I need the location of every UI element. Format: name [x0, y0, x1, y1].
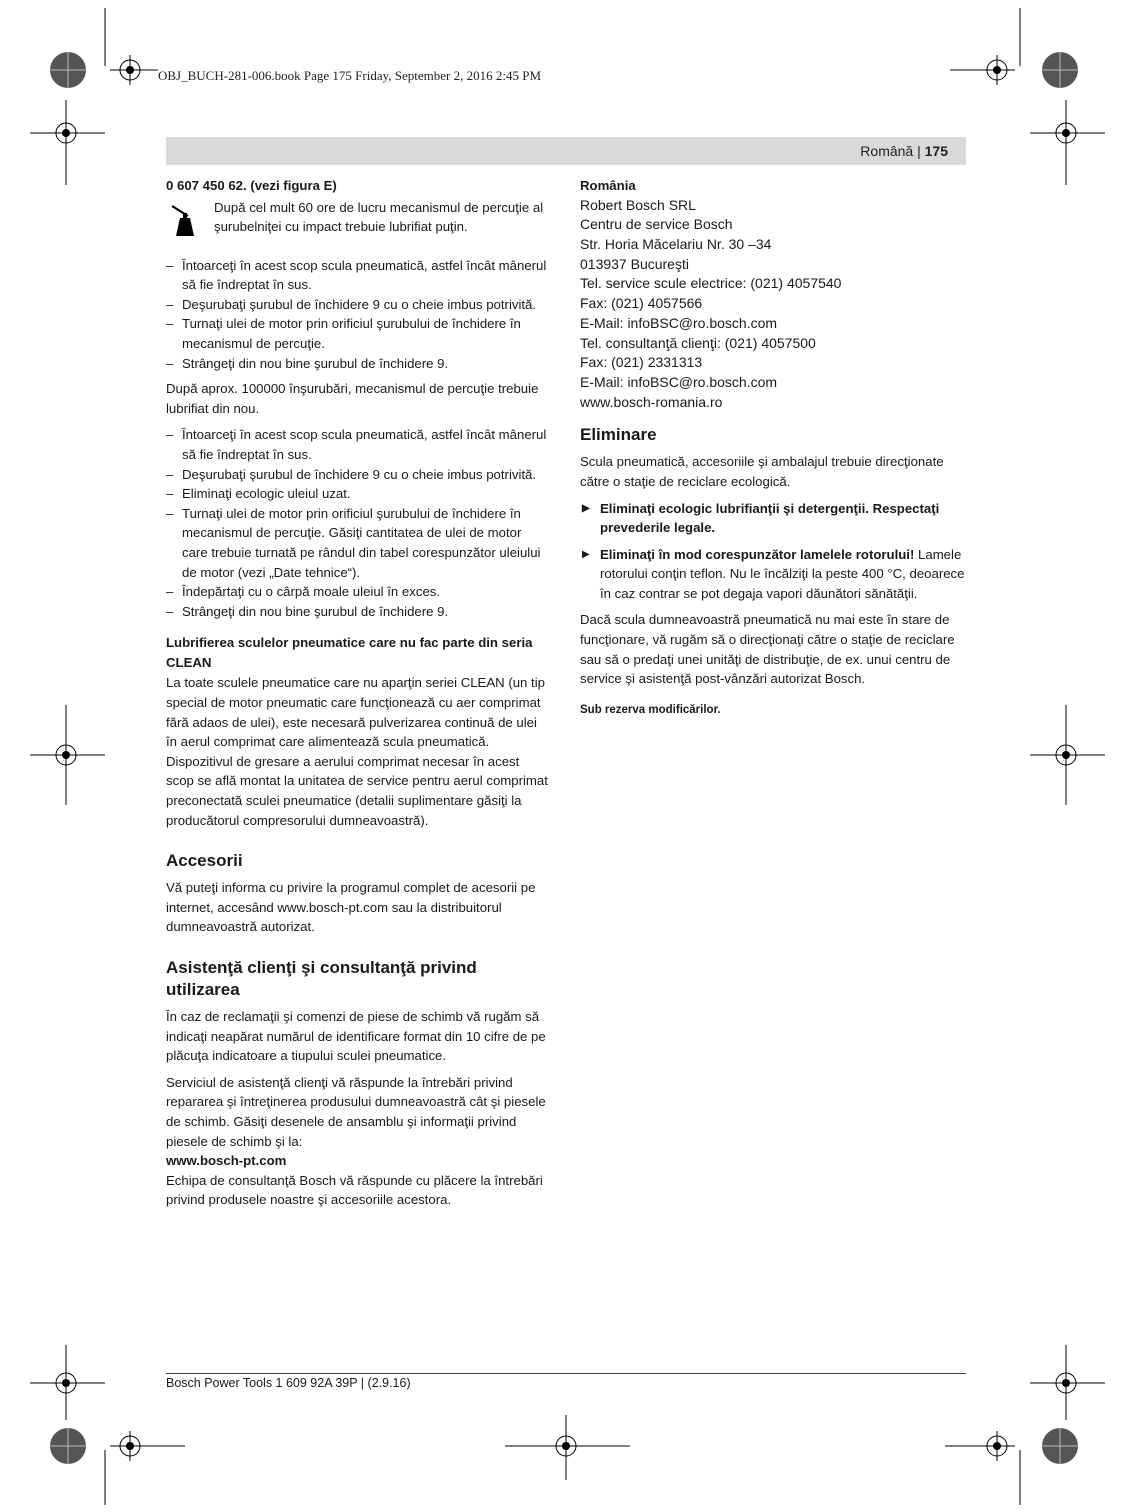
contact-line: Robert Bosch SRL	[580, 196, 696, 213]
footer-rule	[166, 1373, 966, 1374]
list-item: – Strângeţi din nou bine şurubul de închidere 9.	[166, 602, 550, 622]
warning-2-bold: Eliminaţi în mod corespunzător lamelele rotorului!	[600, 546, 915, 562]
contact-line: Str. Horia Măcelariu Nr. 30 –34	[580, 236, 772, 252]
paragraph: După aprox. 100000 înşurubări, mecanismul de percuţie trebuie lubrifiat din nou.	[166, 381, 539, 416]
page-number: 175	[924, 143, 948, 159]
right-column	[580, 176, 968, 720]
list-item: – Eliminaţi ecologic uleiul uzat.	[166, 484, 550, 504]
warning-2	[580, 545, 968, 604]
print-slug: OBJ_BUCH-281-006.book Page 175 Friday, September 2, 2016 2:45 PM	[158, 68, 542, 83]
contact-line: Fax: (021) 4057566	[580, 295, 703, 312]
warning-2-text: Lamele rotorului conţin teflon. Nu le încălziţi la peste 400 °C, deoarece în caz contrar se pot degaja vapori dăunători sănătăţii.	[600, 546, 965, 601]
contact-line: E-Mail: infoBSC@ro.bosch.com	[580, 314, 778, 331]
list-item: – Deşurubaţi şurubul de închidere 9 cu o cheie imbus potrivită.	[166, 295, 550, 315]
header-bar	[166, 137, 966, 165]
page-header: Română | 175	[860, 143, 948, 159]
contact-line: Tel. consultanţă clienţi: (021) 4057500	[580, 334, 816, 351]
header-language: Română	[860, 143, 914, 159]
lubrication-note	[166, 198, 550, 238]
assistance-title: Asistenţă clienţi şi consultanţă privind utilizarea	[166, 958, 477, 999]
list-item: – Îndepărtaţi cu o cârpă moale uleiul în exces.	[166, 582, 550, 602]
bosch-url: www.bosch-pt.com	[166, 1153, 287, 1169]
contact-line: Tel. service scule electrice: (021) 4057540	[580, 275, 842, 292]
paragraph: Serviciul de asistenţă clienţi vă răspunde la întrebări privind repararea şi întreţinerea produsului dumneavoastră cât şi piesele de schimb. Găsiţi desenele de ansamblu şi informaţii privind piesele de schimb şi la:	[166, 1074, 546, 1149]
accessories-title: Accesorii	[166, 851, 243, 871]
footer: Bosch Power Tools 1 609 92A 39P | (2.9.16)	[166, 1376, 411, 1390]
contact-line: Centru de service Bosch	[580, 216, 733, 233]
lubrication-title: Lubrifierea sculelor pneumatice care nu fac parte din seria CLEAN	[166, 635, 533, 670]
list-item: – Strângeţi din nou bine şurubul de închidere 9.	[166, 354, 550, 374]
section-heading: 0 607 450 62. (vezi figura E)	[166, 178, 337, 193]
contact-line: 013937 Bucureşti	[580, 255, 689, 272]
list-item: – Întoarceţi în acest scop scula pneumatică, astfel încât mânerul să fie îndreptat în sus.	[166, 425, 550, 464]
paragraph: La toate sculele pneumatice care nu aparţin seriei CLEAN (un tip special de motor pneumatic care funcţionează cu aer comprimat fără adaos de ulei), este necesară pulverizarea continuă de ulei în aerul comprimat care alimentează scula pneumatică. Dispozitivul de gresare a aerului comprimat necesar în acest scop se află montat la unitatea de service pentru aerul comprimat preconectată sculei pneumatice (detalii suplimentare găsiţi la producătorul compresorului dumneavoastră).	[166, 675, 548, 828]
paragraph: Echipa de consultanţă Bosch vă răspunde cu plăcere la întrebări privind produsele noastre şi accesoriile acestora.	[166, 1172, 543, 1208]
contact-block	[580, 196, 968, 413]
contact-line: E-Mail: infoBSC@ro.bosch.com	[580, 373, 778, 390]
paragraph: Dacă scula dumneavoastră pneumatică nu mai este în stare de funcţionare, vă rugăm să o direcţionaţi către o staţie de reciclare sau să o predaţi unei unităţi de distribuţie, de ex. unui centru de service şi asistenţă post-vânzări autorizat Bosch.	[580, 612, 955, 687]
list-item: – Turnaţi ulei de motor prin orificiul şurubului de închidere în mecanismul de percuţie.	[166, 314, 550, 353]
steps-list-1	[166, 256, 550, 374]
reserve-note: Sub rezerva modificărilor.	[580, 703, 721, 716]
steps-list-2	[166, 425, 550, 621]
paragraph: Vă puteţi informa cu privire la programul complet de acesorii pe internet, accesând www.bosch-pt.com sau la distribuitorul dumneavoastră autorizat.	[166, 880, 536, 935]
oil-can-icon	[166, 198, 202, 238]
paragraph: În caz de reclamaţii şi comenzi de piese de schimb vă rugăm să indicaţi neapărat numărul de identificare format din 10 cifre de pe plăcuţa indicatoare a tiupului sculei pneumatice.	[166, 1009, 546, 1064]
list-item: – Întoarceţi în acest scop scula pneumatică, astfel încât mânerul să fie îndreptat în sus.	[166, 256, 550, 295]
list-item: – Deşurubaţi şurubul de închidere 9 cu o cheie imbus potrivită.	[166, 465, 550, 485]
list-item: – Turnaţi ulei de motor prin orificiul şurubului de închidere în mecanismul de percuţie. Găsiţi cantitatea de ulei de motor care trebuie turnată pe rândul din tabel corespunzător uleiului de motor (vezi „Date tehnice“).	[166, 504, 550, 582]
country-heading: România	[580, 178, 636, 193]
paragraph: Scula pneumatică, accesoriile şi ambalajul trebuie direcţionate către o staţie de reciclare ecologică.	[580, 454, 944, 489]
disposal-title: Eliminare	[580, 425, 657, 445]
warning-1: ▶ Eliminaţi ecologic lubrifianţii şi detergenţii. Respectaţi prevederile legale.	[580, 499, 968, 538]
note-text: După cel mult 60 ore de lucru mecanismul de percuţie al şurubelniţei cu impact trebuie lubrifiat puţin.	[214, 199, 544, 235]
contact-line: www.bosch-romania.ro	[580, 393, 723, 410]
left-column	[166, 176, 550, 1217]
contact-line: Fax: (021) 2331313	[580, 354, 703, 371]
